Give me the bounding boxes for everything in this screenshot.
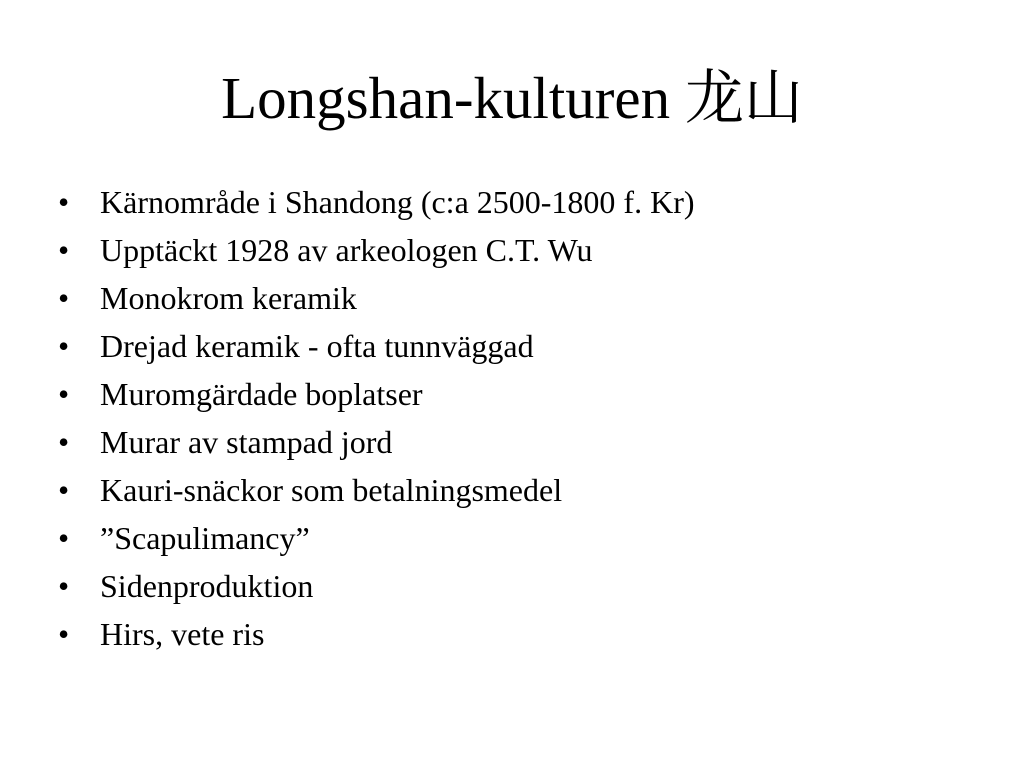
slide-title: Longshan-kulturen 龙山 [221,65,803,131]
bullet-text: Sidenproduktion [100,568,314,604]
bullet-text: Murar av stampad jord [100,424,393,460]
bullet-text: Monokrom keramik [100,280,357,316]
bullet-icon: • [58,376,70,412]
bullet-text: Drejad keramik - ofta tunnväggad [100,328,534,364]
bullet-text: Hirs, vete ris [100,616,265,652]
bullet-icon: • [58,280,70,316]
bullet-icon: • [58,472,70,508]
bullet-text: Kauri-snäckor som betalningsmedel [100,472,563,508]
bullet-text: Muromgärdade boplatser [100,376,423,412]
bullet-text: Kärnområde i Shandong (c:a 2500-1800 f. Kr) [100,184,695,220]
bullet-text: Upptäckt 1928 av arkeologen C.T. Wu [100,232,593,268]
bullet-icon: • [58,328,70,364]
bullet-icon: • [58,184,70,220]
bullet-icon: • [58,424,70,460]
bullet-icon: • [58,232,70,268]
bullet-icon: • [58,520,70,556]
bullet-text: ”Scapulimancy” [100,520,310,556]
bullet-icon: • [58,616,70,652]
bullet-icon: • [58,568,70,604]
